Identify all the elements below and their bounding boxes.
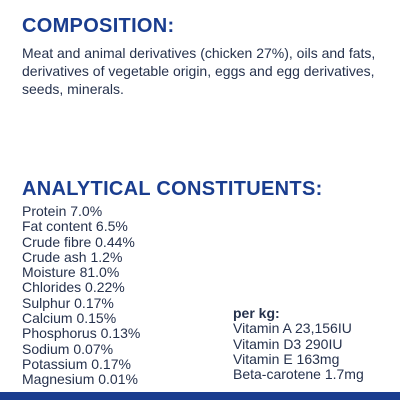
constituent-item: Sodium 0.07%	[22, 340, 114, 357]
analytical-constituents-heading: ANALYTICAL CONSTITUENTS:	[22, 178, 323, 200]
composition-heading: COMPOSITION:	[22, 15, 175, 37]
constituent-item: Moisture 81.0%	[22, 264, 120, 281]
vitamin-item: Vitamin D3 290IU	[233, 335, 343, 352]
constituents-list	[22, 204, 140, 388]
vitamin-item: Vitamin A 23,156IU	[233, 320, 352, 337]
constituent-item: Phosphorus 0.13%	[22, 325, 141, 342]
vitamin-item: Beta-carotene 1.7mg	[233, 366, 364, 383]
constituent-item: Calcium 0.15%	[22, 310, 117, 327]
constituent-item: Magnesium 0.01%	[22, 371, 138, 388]
bottom-band	[0, 392, 400, 400]
constituent-item: Crude fibre 0.44%	[22, 233, 135, 250]
constituent-item: Protein 7.0%	[22, 203, 103, 219]
constituent-item: Crude ash 1.2%	[22, 248, 123, 265]
vitamins-list	[233, 321, 364, 382]
vitamins-block	[233, 306, 364, 382]
per-kg-label: per kg:	[233, 305, 280, 321]
vitamin-item: Vitamin E 163mg	[233, 350, 340, 367]
constituent-item: Potassium 0.17%	[22, 355, 131, 372]
constituent-item: Chlorides 0.22%	[22, 279, 125, 296]
constituent-item: Sulphur 0.17%	[22, 294, 114, 311]
composition-text: Meat and animal derivatives (chicken 27%), oils and fats, derivatives of vegetable origin, eggs and egg derivatives, seeds, minerals.	[22, 45, 376, 97]
constituent-item: Fat content 6.5%	[22, 218, 128, 235]
